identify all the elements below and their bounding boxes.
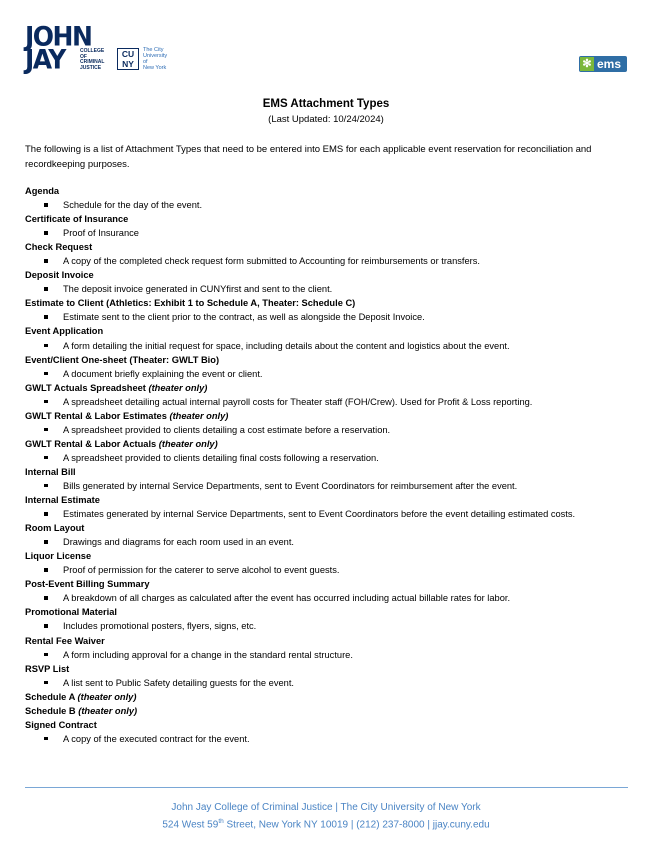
attachment-type-description: A spreadsheet detailing actual internal payroll costs for Theater staff (FOH/Crew). Used for Profit & Loss reporting.	[25, 395, 635, 409]
attachment-type-title: Internal Estimate	[25, 495, 100, 506]
attachment-type-title: Promotional Material	[25, 607, 117, 618]
attachment-type-item	[25, 634, 635, 662]
square-bullet-icon	[44, 456, 48, 460]
attachment-type-description: A document briefly explaining the event or client.	[25, 367, 635, 381]
square-bullet-icon	[44, 624, 48, 628]
john-jay-logo-line1: JOHN	[25, 21, 92, 52]
attachment-type-description: A copy of the completed check request form submitted to Accounting for reimbursements or transfers.	[25, 254, 635, 268]
attachment-type-item	[25, 296, 635, 324]
attachment-type-title: Signed Contract	[25, 719, 97, 730]
attachment-type-description: A spreadsheet provided to clients detailing a cost estimate before a reservation.	[25, 423, 635, 437]
theater-only-note: (theater only)	[158, 438, 218, 449]
page-title: EMS Attachment Types	[262, 98, 390, 110]
attachment-type-item	[25, 465, 635, 493]
theater-only-note: (theater only)	[78, 705, 138, 716]
attachment-type-item	[25, 521, 635, 549]
attachment-type-title: Post-Event Billing Summary	[25, 579, 150, 590]
attachment-type-description: A breakdown of all charges as calculated after the event has occurred including actual billable rates for labor.	[25, 591, 635, 605]
attachment-type-description: Schedule for the day of the event.	[25, 198, 635, 212]
square-bullet-icon	[44, 596, 48, 600]
attachment-type-title: Deposit Invoice	[25, 270, 94, 281]
cuny-logo-mark: CU NY	[117, 48, 139, 70]
attachment-type-title: Liquor License	[25, 551, 92, 562]
attachment-type-title: RSVP List	[25, 663, 70, 674]
attachment-type-description: A list sent to Public Safety detailing guests for the event.	[25, 676, 635, 690]
footer-divider	[25, 787, 628, 788]
attachment-type-item	[25, 381, 635, 409]
square-bullet-icon	[44, 203, 48, 207]
square-bullet-icon	[44, 259, 48, 263]
attachment-type-item	[25, 577, 635, 605]
theater-only-note: (theater only)	[77, 691, 137, 702]
attachment-type-description: Estimates generated by internal Service Departments, sent to Event Coordinators before the event detailing estimated costs.	[25, 507, 635, 521]
attachment-type-description: Proof of permission for the caterer to serve alcohol to event guests.	[25, 563, 635, 577]
ems-logo-text: ems	[597, 57, 622, 71]
attachment-type-item	[25, 662, 635, 690]
cuny-logo-text: The City University of New York	[143, 47, 168, 71]
attachment-type-title: Schedule A (theater only)	[25, 691, 137, 702]
attachment-type-item	[25, 240, 635, 268]
attachment-type-title: Estimate to Client (Athletics: Exhibit 1 to Schedule A, Theater: Schedule C)	[25, 298, 356, 309]
square-bullet-icon	[44, 737, 48, 741]
attachment-type-description: Includes promotional posters, flyers, signs, etc.	[25, 619, 635, 633]
attachment-type-item	[25, 212, 635, 240]
attachment-type-description: A copy of the executed contract for the event.	[25, 732, 635, 746]
attachment-type-item	[25, 718, 635, 746]
letterhead	[0, 0, 652, 90]
square-bullet-icon	[44, 315, 48, 319]
attachment-type-title: Event/Client One-sheet (Theater: GWLT Bio)	[25, 354, 220, 365]
attachment-type-title: Agenda	[25, 186, 60, 196]
attachment-type-description: Bills generated by internal Service Departments, sent to Event Coordinators for reimbursement after the event.	[25, 479, 635, 493]
attachment-type-title: Rental Fee Waiver	[25, 635, 105, 646]
square-bullet-icon	[44, 681, 48, 685]
attachment-type-item	[25, 437, 635, 465]
attachment-type-item	[25, 493, 635, 521]
theater-only-note: (theater only)	[169, 410, 229, 421]
square-bullet-icon	[44, 231, 48, 235]
attachment-type-title: Room Layout	[25, 523, 85, 534]
square-bullet-icon	[44, 484, 48, 488]
square-bullet-icon	[44, 540, 48, 544]
attachment-type-description: Proof of Insurance	[25, 226, 635, 240]
square-bullet-icon	[44, 287, 48, 291]
attachment-type-title: Schedule B (theater only)	[25, 705, 138, 716]
john-jay-logo-subtitle: COLLEGE OF CRIMINAL JUSTICE	[80, 48, 105, 71]
attachment-type-item	[25, 704, 635, 718]
footer-address-line1: John Jay College of Criminal Justice | The City University of New York	[171, 802, 481, 813]
square-bullet-icon	[44, 344, 48, 348]
attachment-type-item	[25, 324, 635, 352]
last-updated: (Last Updated: 10/24/2024)	[268, 114, 384, 125]
intro-paragraph: The following is a list of Attachment Types that need to be entered into EMS for each applicable event reservation for reconciliation and recordkeeping purposes.	[25, 144, 592, 170]
attachment-type-title: Internal Bill	[25, 466, 76, 477]
attachment-type-item	[25, 605, 635, 633]
attachment-type-item	[25, 184, 635, 212]
square-bullet-icon	[44, 653, 48, 657]
attachment-type-title: GWLT Rental & Labor Estimates (theater only)	[25, 410, 229, 421]
attachment-type-title: Certificate of Insurance	[25, 214, 129, 225]
attachment-type-title: Check Request	[25, 242, 93, 253]
attachment-type-description: A form detailing the initial request for space, including details about the content and logistics about the event.	[25, 339, 635, 353]
square-bullet-icon	[44, 400, 48, 404]
attachment-type-description: Drawings and diagrams for each room used in an event.	[25, 535, 635, 549]
square-bullet-icon	[44, 372, 48, 376]
attachment-type-title: GWLT Actuals Spreadsheet (theater only)	[25, 382, 208, 393]
attachment-type-description: The deposit invoice generated in CUNYfirst and sent to the client.	[25, 282, 635, 296]
ems-logo	[579, 56, 627, 72]
attachment-type-description: A spreadsheet provided to clients detailing final costs following a reservation.	[25, 451, 635, 465]
attachment-type-item	[25, 409, 635, 437]
square-bullet-icon	[44, 568, 48, 572]
attachment-type-item	[25, 268, 635, 296]
attachment-type-title: GWLT Rental & Labor Actuals (theater only)	[25, 438, 218, 449]
attachment-type-list	[25, 184, 635, 746]
square-bullet-icon	[44, 428, 48, 432]
theater-only-note: (theater only)	[148, 382, 208, 393]
attachment-type-description: Estimate sent to the client prior to the contract, as well as alongside the Deposit Invoice.	[25, 310, 635, 324]
attachment-type-item	[25, 353, 635, 381]
footer-address-line2: 524 West 59th Street, New York NY 10019 | (212) 237-8000 | jjay.cuny.edu	[162, 818, 490, 831]
attachment-type-description: A form including approval for a change in the standard rental structure.	[25, 648, 635, 662]
ems-asterisk-icon: ✻	[580, 57, 594, 71]
john-jay-logo-line2: JAY	[25, 44, 65, 75]
square-bullet-icon	[44, 512, 48, 516]
attachment-type-item	[25, 690, 635, 704]
attachment-type-title: Event Application	[25, 326, 104, 337]
attachment-type-item	[25, 549, 635, 577]
